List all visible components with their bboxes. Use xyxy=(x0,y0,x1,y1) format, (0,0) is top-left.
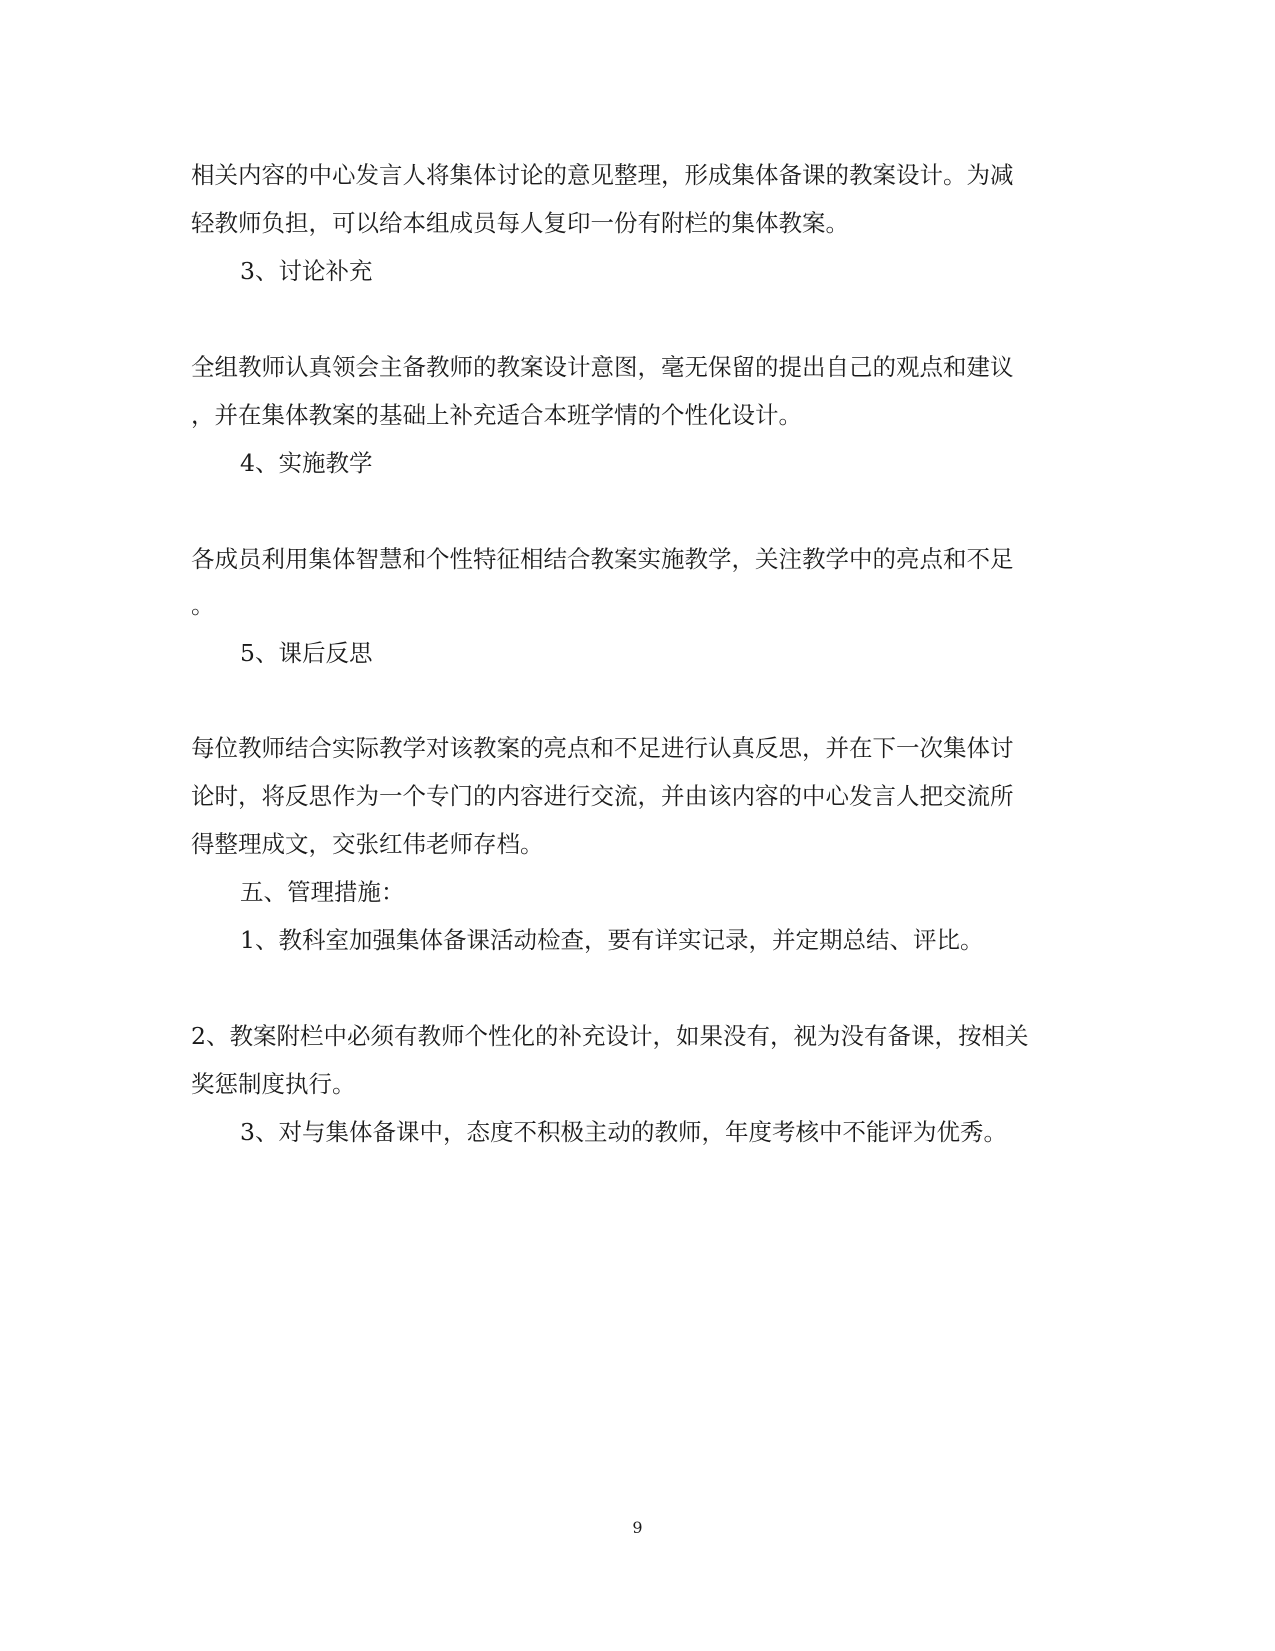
paragraph-line: 全组教师认真领会主备教师的教案设计意图，毫无保留的提出自己的观点和建议 xyxy=(191,353,1014,381)
paragraph-line: 2、教案附栏中必须有教师个性化的补充设计，如果没有，视为没有备课，按相关 xyxy=(191,1022,1029,1050)
section-heading: 五、管理措施： xyxy=(240,878,405,906)
paragraph-line: 每位教师结合实际教学对该教案的亮点和不足进行认真反思，并在下一次集体讨 xyxy=(191,734,1014,762)
paragraph-line: 轻教师负担，可以给本组成员每人复印一份有附栏的集体教案。 xyxy=(191,209,849,237)
paragraph-line: 。 xyxy=(191,591,215,619)
paragraph-line: ，并在集体教案的基础上补充适合本班学情的个性化设计。 xyxy=(191,401,802,429)
section-heading: 4、实施教学 xyxy=(240,449,373,477)
page-number: 9 xyxy=(632,1518,643,1537)
paragraph-line: 1、教科室加强集体备课活动检查，要有详实记录，并定期总结、评比。 xyxy=(240,926,984,954)
paragraph-line: 3、对与集体备课中，态度不积极主动的教师，年度考核中不能评为优秀。 xyxy=(240,1118,1007,1146)
paragraph-line: 得整理成文，交张红伟老师存档。 xyxy=(191,830,544,858)
paragraph-line: 论时，将反思作为一个专门的内容进行交流，并由该内容的中心发言人把交流所 xyxy=(191,782,1014,810)
paragraph-line: 奖惩制度执行。 xyxy=(191,1070,356,1098)
section-heading: 3、讨论补充 xyxy=(240,257,373,285)
section-heading: 5、课后反思 xyxy=(240,639,373,667)
paragraph-line: 各成员利用集体智慧和个性特征相结合教案实施教学，关注教学中的亮点和不足 xyxy=(191,545,1014,573)
paragraph-line: 相关内容的中心发言人将集体讨论的意见整理，形成集体备课的教案设计。为减 xyxy=(191,161,1014,189)
